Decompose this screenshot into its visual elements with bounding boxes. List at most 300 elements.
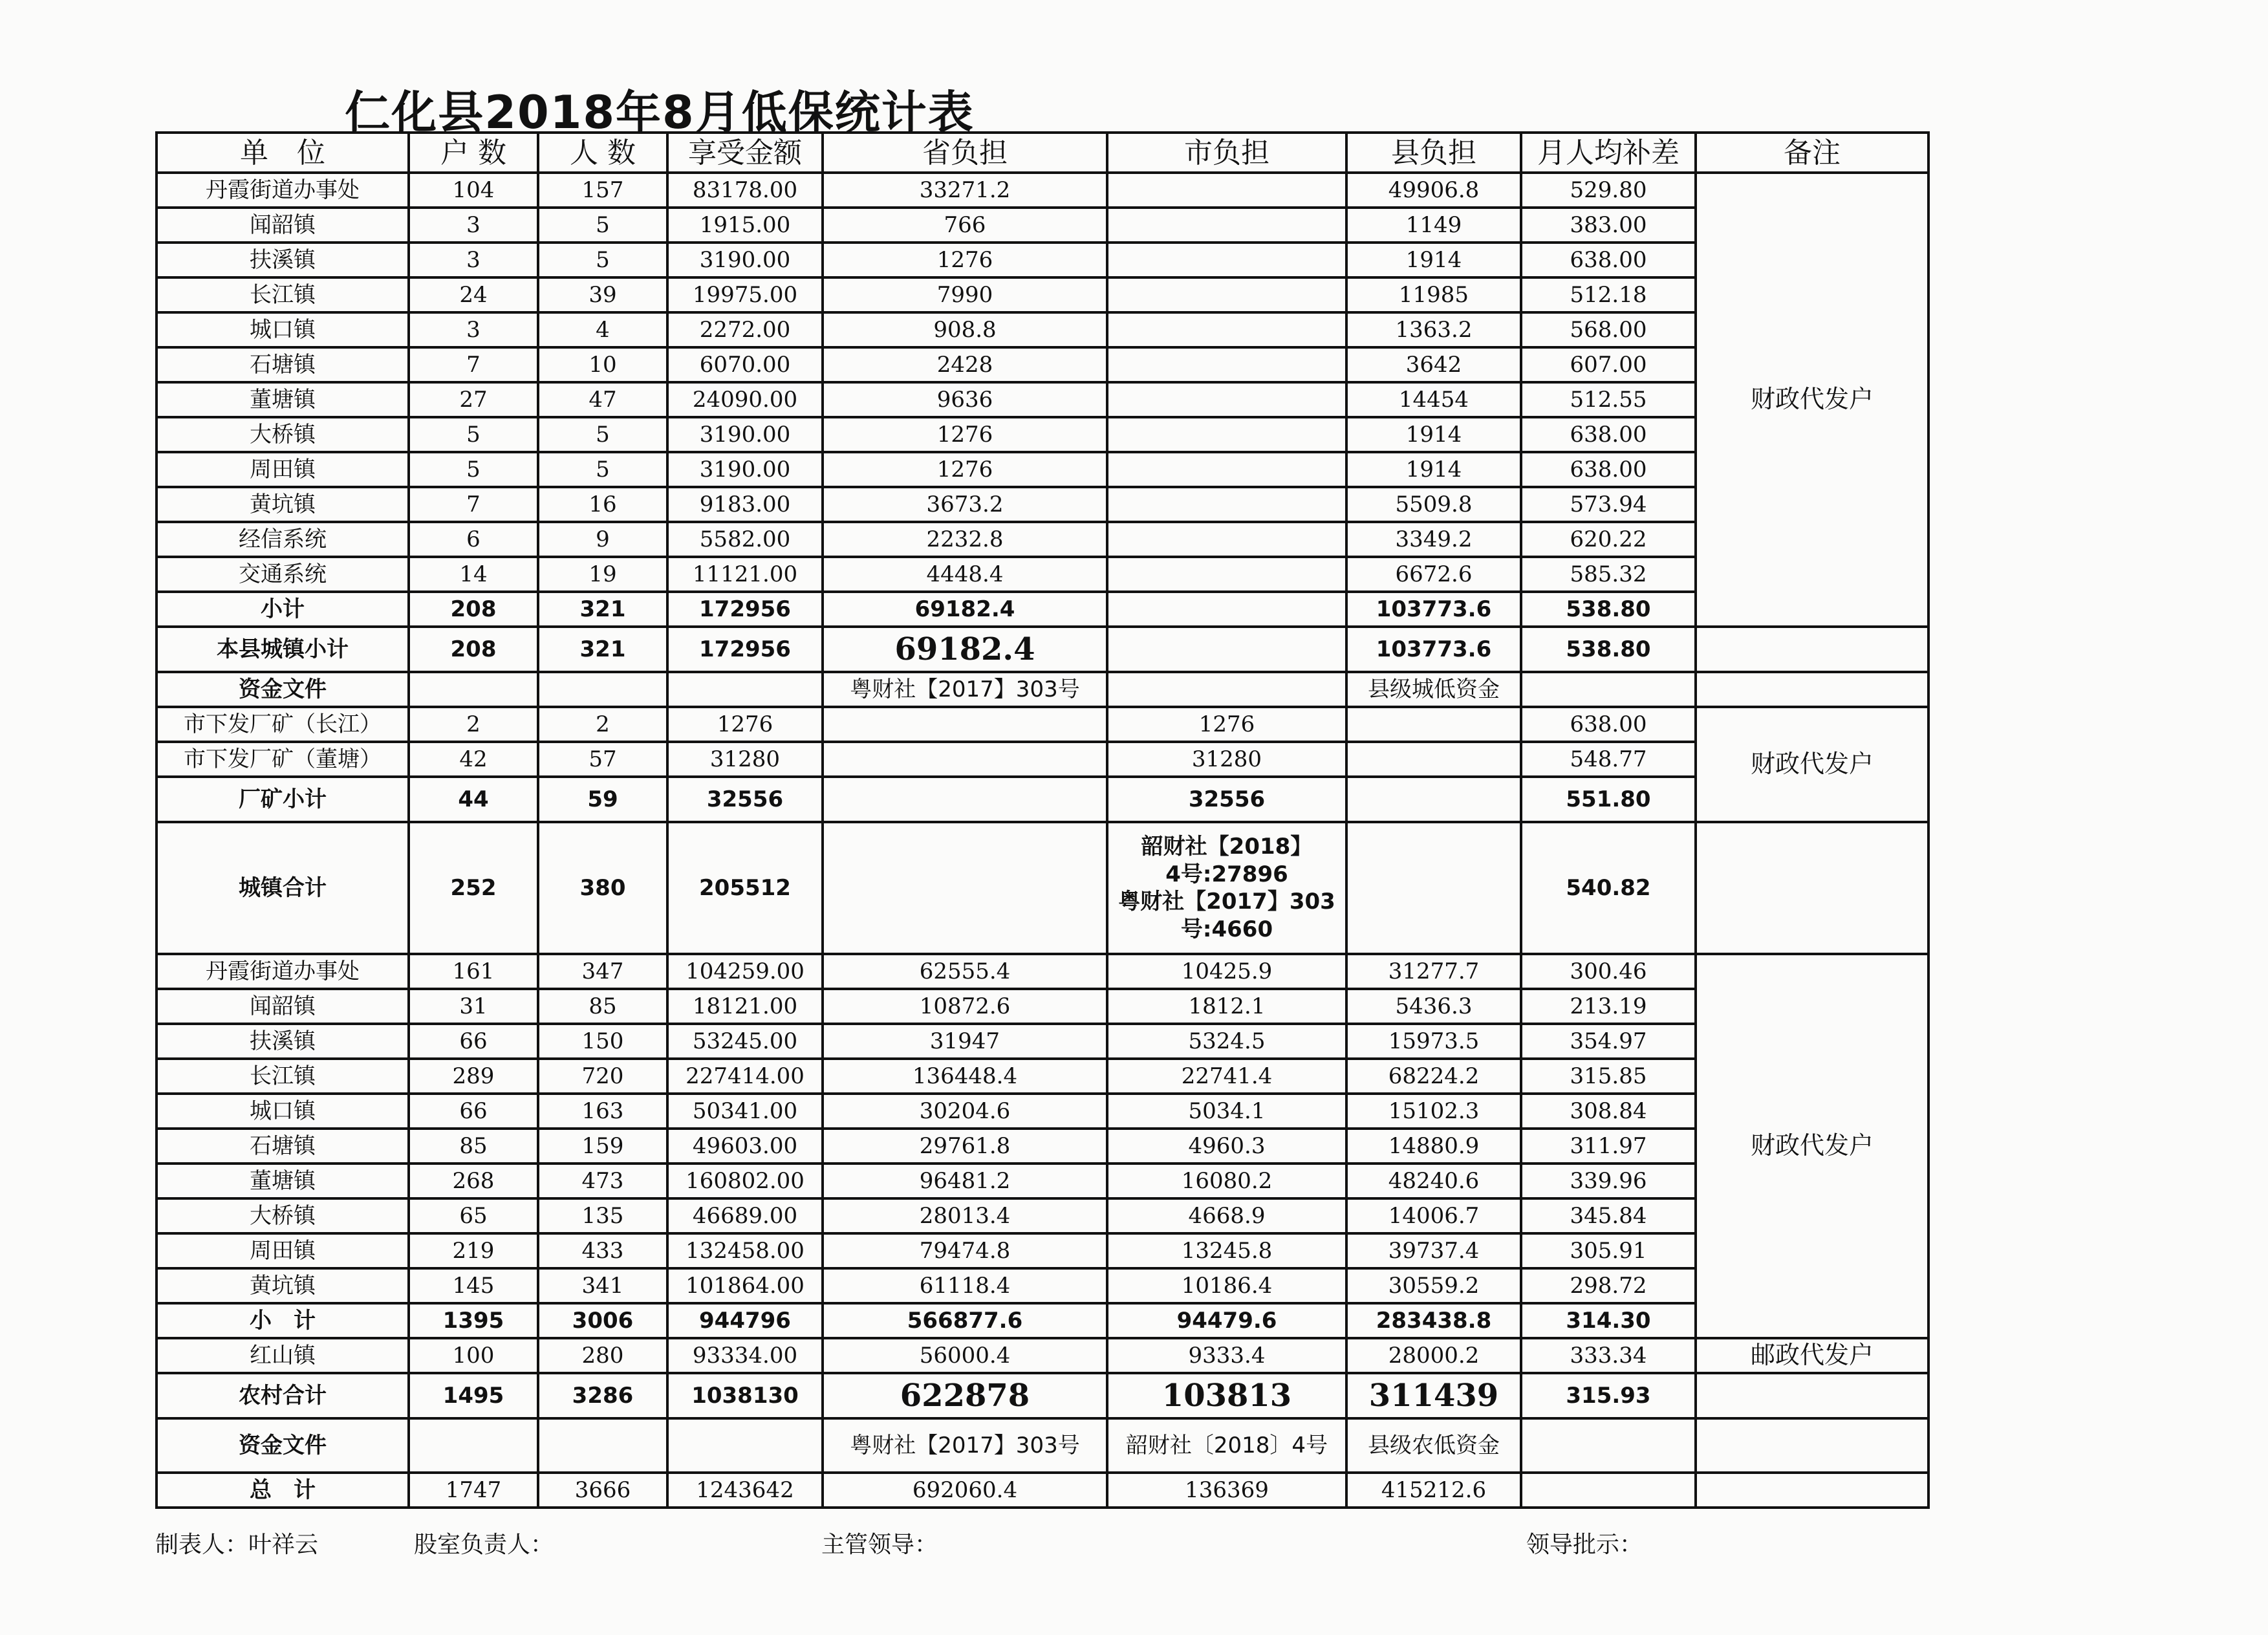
- urban-total-label: 城镇合计: [157, 822, 409, 954]
- cell-amount: 53245.00: [667, 1024, 823, 1059]
- cell-people: 720: [538, 1059, 667, 1094]
- cell-city: 22741.4: [1107, 1059, 1346, 1094]
- table-row: [157, 277, 1928, 312]
- cell-households: 208: [409, 592, 538, 627]
- cell-households: 219: [409, 1233, 538, 1268]
- cell-people: 341: [538, 1268, 667, 1303]
- cell-county: 311439: [1346, 1373, 1521, 1418]
- cell-avg: 345.84: [1521, 1198, 1696, 1233]
- cell-amount: 9183.00: [667, 487, 823, 522]
- cell-empty: [1696, 1418, 1928, 1473]
- header-remark: 备注: [1696, 133, 1928, 173]
- cell-avg: 305.91: [1521, 1233, 1696, 1268]
- cell-amount: 172956: [667, 592, 823, 627]
- cell-avg: 638.00: [1521, 707, 1696, 742]
- cell-city: [1107, 592, 1346, 627]
- cell-households: 1747: [409, 1473, 538, 1508]
- table-row: [157, 1233, 1928, 1268]
- cell-city: 16080.2: [1107, 1164, 1346, 1198]
- cell-province: 96481.2: [823, 1164, 1107, 1198]
- cell-county: 68224.2: [1346, 1059, 1521, 1094]
- urban-total-row: [157, 822, 1928, 954]
- cell-households: 44: [409, 777, 538, 822]
- cell-empty: [667, 672, 823, 707]
- cell-province: 28013.4: [823, 1198, 1107, 1233]
- cell-unit: 交通系统: [157, 557, 409, 592]
- cell-province: 566877.6: [823, 1303, 1107, 1338]
- cell-city: [1107, 312, 1346, 347]
- cell-city: 94479.6: [1107, 1303, 1346, 1338]
- fund-county: 县级农低资金: [1346, 1418, 1521, 1473]
- cell-province: 79474.8: [823, 1233, 1107, 1268]
- cell-city: [1107, 487, 1346, 522]
- cell-province: 766: [823, 208, 1107, 243]
- cell-amount: 3190.00: [667, 417, 823, 452]
- cell-people: 5: [538, 452, 667, 487]
- cell-province: 56000.4: [823, 1338, 1107, 1373]
- cell-city: 4668.9: [1107, 1198, 1346, 1233]
- cell-county: 49906.8: [1346, 173, 1521, 208]
- cell-people: 157: [538, 173, 667, 208]
- cell-people: 3006: [538, 1303, 667, 1338]
- cell-unit: 长江镇: [157, 277, 409, 312]
- cell-empty: [1696, 822, 1928, 954]
- remark-cell: 邮政代发户: [1696, 1338, 1928, 1373]
- cell-unit: 小计: [157, 592, 409, 627]
- cell-province: 2428: [823, 347, 1107, 382]
- cell-city: [1107, 557, 1346, 592]
- cell-amount: 19975.00: [667, 277, 823, 312]
- fund-county: 县级城低资金: [1346, 672, 1521, 707]
- cell-city: 1812.1: [1107, 989, 1346, 1024]
- cell-people: 85: [538, 989, 667, 1024]
- city-fund-line: 粤财社【2017】303: [1118, 889, 1335, 915]
- cell-empty: [1346, 822, 1521, 954]
- town-total-row: [157, 627, 1928, 672]
- cell-city: 32556: [1107, 777, 1346, 822]
- cell-amount: 205512: [667, 822, 823, 954]
- cell-people: 163: [538, 1094, 667, 1129]
- cell-amount: 2272.00: [667, 312, 823, 347]
- cell-people: 3286: [538, 1373, 667, 1418]
- cell-unit: 城口镇: [157, 1094, 409, 1129]
- subtotal-row: [157, 777, 1928, 822]
- cell-city: [1107, 208, 1346, 243]
- cell-county: 14880.9: [1346, 1129, 1521, 1164]
- cell-amount: 5582.00: [667, 522, 823, 557]
- cell-county: 14454: [1346, 382, 1521, 417]
- cell-city: 13245.8: [1107, 1233, 1346, 1268]
- cell-amount: 31280: [667, 742, 823, 777]
- cell-amount: 172956: [667, 627, 823, 672]
- cell-county: 1149: [1346, 208, 1521, 243]
- table-row: [157, 1094, 1928, 1129]
- cell-households: 104: [409, 173, 538, 208]
- cell-empty: [409, 672, 538, 707]
- cell-province: 69182.4: [823, 592, 1107, 627]
- table-row: [157, 1059, 1928, 1094]
- cell-province: [823, 742, 1107, 777]
- cell-people: 57: [538, 742, 667, 777]
- cell-city: [1107, 382, 1346, 417]
- cell-county: 1363.2: [1346, 312, 1521, 347]
- cell-unit: 市下发厂矿（长江）: [157, 707, 409, 742]
- cell-county: 28000.2: [1346, 1338, 1521, 1373]
- cell-county: 15102.3: [1346, 1094, 1521, 1129]
- cell-unit: 红山镇: [157, 1338, 409, 1373]
- cell-province: 61118.4: [823, 1268, 1107, 1303]
- header-amount: 享受金额: [667, 133, 823, 173]
- cell-province: 30204.6: [823, 1094, 1107, 1129]
- footer-section-head: 股室负责人：: [414, 1532, 554, 1558]
- cell-households: 100: [409, 1338, 538, 1373]
- cell-households: 145: [409, 1268, 538, 1303]
- cell-households: 42: [409, 742, 538, 777]
- cell-county: 103773.6: [1346, 592, 1521, 627]
- fund-label: 资金文件: [157, 1418, 409, 1473]
- cell-province: 1276: [823, 243, 1107, 277]
- cell-city: [1107, 522, 1346, 557]
- cell-amount: 104259.00: [667, 954, 823, 989]
- table-row: [157, 557, 1928, 592]
- cell-unit: 城口镇: [157, 312, 409, 347]
- cell-avg: 529.80: [1521, 173, 1696, 208]
- city-fund-line: 韶财社【2018】: [1141, 834, 1313, 860]
- cell-avg: 213.19: [1521, 989, 1696, 1024]
- cell-unit: 经信系统: [157, 522, 409, 557]
- cell-county: 39737.4: [1346, 1233, 1521, 1268]
- cell-amount: 1038130: [667, 1373, 823, 1418]
- table-row: [157, 1024, 1928, 1059]
- subtotal-row: [157, 1303, 1928, 1338]
- cell-county: 11985: [1346, 277, 1521, 312]
- cell-avg: 607.00: [1521, 347, 1696, 382]
- cell-avg: 315.85: [1521, 1059, 1696, 1094]
- cell-households: 6: [409, 522, 538, 557]
- cell-county: 14006.7: [1346, 1198, 1521, 1233]
- header-unit: 单 位: [157, 133, 409, 173]
- cell-avg: 512.18: [1521, 277, 1696, 312]
- cell-unit: 大桥镇: [157, 1198, 409, 1233]
- cell-amount: 1243642: [667, 1473, 823, 1508]
- header-people: 人 数: [538, 133, 667, 173]
- cell-unit: 厂矿小计: [157, 777, 409, 822]
- city-fund-line: 4号:27896: [1165, 861, 1288, 887]
- cell-amount: 46689.00: [667, 1198, 823, 1233]
- cell-empty: [538, 672, 667, 707]
- cell-avg: 512.55: [1521, 382, 1696, 417]
- cell-people: 9: [538, 522, 667, 557]
- cell-county: 103773.6: [1346, 627, 1521, 672]
- cell-province: 10872.6: [823, 989, 1107, 1024]
- cell-avg: 339.96: [1521, 1164, 1696, 1198]
- cell-households: 14: [409, 557, 538, 592]
- cell-households: 5: [409, 417, 538, 452]
- cell-unit: 周田镇: [157, 1233, 409, 1268]
- cell-amount: 6070.00: [667, 347, 823, 382]
- cell-county: 283438.8: [1346, 1303, 1521, 1338]
- table-row: [157, 487, 1928, 522]
- cell-unit: 本县城镇小计: [157, 627, 409, 672]
- fund-label: 资金文件: [157, 672, 409, 707]
- header-households: 户 数: [409, 133, 538, 173]
- cell-avg: 548.77: [1521, 742, 1696, 777]
- cell-people: 135: [538, 1198, 667, 1233]
- cell-amount: 32556: [667, 777, 823, 822]
- cell-province: [823, 777, 1107, 822]
- remark-cell: [1696, 627, 1928, 672]
- cell-people: 5: [538, 208, 667, 243]
- cell-avg: 354.97: [1521, 1024, 1696, 1059]
- fund-row: [157, 1418, 1928, 1473]
- cell-unit: 丹霞街道办事处: [157, 954, 409, 989]
- cell-unit: 农村合计: [157, 1373, 409, 1418]
- cell-empty: [538, 1418, 667, 1473]
- cell-amount: 1915.00: [667, 208, 823, 243]
- cell-avg: [1521, 1473, 1696, 1508]
- cell-unit: 总 计: [157, 1473, 409, 1508]
- cell-county: 1914: [1346, 452, 1521, 487]
- cell-unit: 闻韶镇: [157, 989, 409, 1024]
- cell-unit: 周田镇: [157, 452, 409, 487]
- cell-province: 908.8: [823, 312, 1107, 347]
- table-row: [157, 208, 1928, 243]
- cell-county: 1914: [1346, 243, 1521, 277]
- cell-city: [1107, 452, 1346, 487]
- cell-county: 15973.5: [1346, 1024, 1521, 1059]
- remark-cell: 财政代发户: [1696, 707, 1928, 822]
- cell-households: 31: [409, 989, 538, 1024]
- cell-city: 10425.9: [1107, 954, 1346, 989]
- cell-households: 66: [409, 1024, 538, 1059]
- cell-households: 1395: [409, 1303, 538, 1338]
- cell-empty: [823, 822, 1107, 954]
- cell-people: 473: [538, 1164, 667, 1198]
- remark-cell: [1696, 1373, 1928, 1418]
- cell-province: 7990: [823, 277, 1107, 312]
- cell-avg: 308.84: [1521, 1094, 1696, 1129]
- cell-people: 433: [538, 1233, 667, 1268]
- cell-county: 6672.6: [1346, 557, 1521, 592]
- cell-people: 19: [538, 557, 667, 592]
- cell-households: 85: [409, 1129, 538, 1164]
- cell-province: 622878: [823, 1373, 1107, 1418]
- cell-unit: 扶溪镇: [157, 1024, 409, 1059]
- cell-province: 1276: [823, 417, 1107, 452]
- cell-avg: 300.46: [1521, 954, 1696, 989]
- cell-amount: 18121.00: [667, 989, 823, 1024]
- cell-county: 30559.2: [1346, 1268, 1521, 1303]
- table-row: [157, 707, 1928, 742]
- cell-city: 136369: [1107, 1473, 1346, 1508]
- cell-amount: 3190.00: [667, 452, 823, 487]
- cell-people: 321: [538, 592, 667, 627]
- city-fund-line: 号:4660: [1180, 916, 1273, 942]
- cell-households: 5: [409, 452, 538, 487]
- table-row: [157, 417, 1928, 452]
- cell-city: 4960.3: [1107, 1129, 1346, 1164]
- cell-avg: 538.80: [1521, 627, 1696, 672]
- cell-avg: 311.97: [1521, 1129, 1696, 1164]
- cell-county: [1346, 777, 1521, 822]
- cell-county: 31277.7: [1346, 954, 1521, 989]
- cell-households: 161: [409, 954, 538, 989]
- cell-amount: 160802.00: [667, 1164, 823, 1198]
- cell-households: 252: [409, 822, 538, 954]
- cell-avg: 551.80: [1521, 777, 1696, 822]
- cell-empty: [409, 1418, 538, 1473]
- header-county: 县负担: [1346, 133, 1521, 173]
- cell-avg: 620.22: [1521, 522, 1696, 557]
- cell-avg: 540.82: [1521, 822, 1696, 954]
- cell-people: 5: [538, 243, 667, 277]
- cell-province: 29761.8: [823, 1129, 1107, 1164]
- cell-amount: 50341.00: [667, 1094, 823, 1129]
- cell-people: 39: [538, 277, 667, 312]
- cell-people: 150: [538, 1024, 667, 1059]
- cell-avg: 333.34: [1521, 1338, 1696, 1373]
- cell-unit: 大桥镇: [157, 417, 409, 452]
- cell-households: 27: [409, 382, 538, 417]
- table-row: [157, 382, 1928, 417]
- cell-amount: 132458.00: [667, 1233, 823, 1268]
- cell-households: 66: [409, 1094, 538, 1129]
- remark-cell: 财政代发户: [1696, 173, 1928, 627]
- cell-empty: [1107, 672, 1346, 707]
- cell-empty: [1521, 672, 1696, 707]
- cell-city: 31280: [1107, 742, 1346, 777]
- cell-province: 3673.2: [823, 487, 1107, 522]
- cell-people: 380: [538, 822, 667, 954]
- cell-city: [1107, 173, 1346, 208]
- cell-people: 2: [538, 707, 667, 742]
- cell-amount: 11121.00: [667, 557, 823, 592]
- cell-people: 10: [538, 347, 667, 382]
- cell-city: [1107, 277, 1346, 312]
- table-row: [157, 173, 1928, 208]
- cell-city: 1276: [1107, 707, 1346, 742]
- cell-province: 33271.2: [823, 173, 1107, 208]
- cell-unit: 董塘镇: [157, 1164, 409, 1198]
- cell-amount: 83178.00: [667, 173, 823, 208]
- fund-row: [157, 672, 1928, 707]
- fund-city: 韶财社〔2018〕4号: [1107, 1418, 1346, 1473]
- cell-county: 5436.3: [1346, 989, 1521, 1024]
- cell-province: [823, 707, 1107, 742]
- cell-county: 3642: [1346, 347, 1521, 382]
- cell-province: 1276: [823, 452, 1107, 487]
- cell-empty: [1696, 672, 1928, 707]
- cell-unit: 闻韶镇: [157, 208, 409, 243]
- cell-city: [1107, 822, 1346, 954]
- cell-unit: 丹霞街道办事处: [157, 173, 409, 208]
- table-row: [157, 954, 1928, 989]
- cell-unit: 石塘镇: [157, 347, 409, 382]
- statistics-table: [155, 131, 1930, 1509]
- cell-city: [1107, 347, 1346, 382]
- cell-avg: 383.00: [1521, 208, 1696, 243]
- cell-province: 136448.4: [823, 1059, 1107, 1094]
- footer-approval: 领导批示：: [1526, 1532, 1643, 1558]
- cell-province: 2232.8: [823, 522, 1107, 557]
- cell-households: 7: [409, 347, 538, 382]
- cell-households: 208: [409, 627, 538, 672]
- cell-empty: [1696, 1473, 1928, 1508]
- cell-unit: 扶溪镇: [157, 243, 409, 277]
- cell-households: 3: [409, 312, 538, 347]
- cell-empty: [1521, 1418, 1696, 1473]
- table-row: [157, 1198, 1928, 1233]
- cell-amount: 93334.00: [667, 1338, 823, 1373]
- cell-households: 1495: [409, 1373, 538, 1418]
- cell-unit: 石塘镇: [157, 1129, 409, 1164]
- cell-unit: 董塘镇: [157, 382, 409, 417]
- cell-unit: 黄坑镇: [157, 487, 409, 522]
- cell-city: 10186.4: [1107, 1268, 1346, 1303]
- cell-avg: 573.94: [1521, 487, 1696, 522]
- cell-amount: 944796: [667, 1303, 823, 1338]
- cell-households: 3: [409, 243, 538, 277]
- cell-avg: 585.32: [1521, 557, 1696, 592]
- cell-avg: 638.00: [1521, 452, 1696, 487]
- cell-households: 2: [409, 707, 538, 742]
- page-title: 仁化县2018年8月低保统计表: [345, 86, 975, 139]
- cell-people: 321: [538, 627, 667, 672]
- fund-province: 粤财社【2017】303号: [823, 672, 1107, 707]
- table-body: [157, 133, 1928, 1508]
- cell-county: 5509.8: [1346, 487, 1521, 522]
- cell-province: 69182.4: [823, 627, 1107, 672]
- cell-avg: 638.00: [1521, 417, 1696, 452]
- header-city: 市负担: [1107, 133, 1346, 173]
- cell-county: 48240.6: [1346, 1164, 1521, 1198]
- cell-province: 31947: [823, 1024, 1107, 1059]
- cell-people: 4: [538, 312, 667, 347]
- cell-unit: 小 计: [157, 1303, 409, 1338]
- table-row: [157, 742, 1928, 777]
- cell-province: 692060.4: [823, 1473, 1107, 1508]
- table-row: [157, 1268, 1928, 1303]
- cell-city: [1107, 627, 1346, 672]
- cell-unit: 黄坑镇: [157, 1268, 409, 1303]
- footer-preparer: 制表人：叶祥云: [155, 1532, 319, 1558]
- cell-city: [1107, 417, 1346, 452]
- cell-people: 5: [538, 417, 667, 452]
- cell-avg: 638.00: [1521, 243, 1696, 277]
- table-row: [157, 522, 1928, 557]
- cell-amount: 227414.00: [667, 1059, 823, 1094]
- table-row: [157, 452, 1928, 487]
- cell-people: 47: [538, 382, 667, 417]
- cell-avg: 315.93: [1521, 1373, 1696, 1418]
- cell-county: 3349.2: [1346, 522, 1521, 557]
- cell-people: 59: [538, 777, 667, 822]
- cell-people: 16: [538, 487, 667, 522]
- cell-amount: 24090.00: [667, 382, 823, 417]
- subtotal-row: [157, 592, 1928, 627]
- cell-avg: 298.72: [1521, 1268, 1696, 1303]
- table-row: [157, 1338, 1928, 1373]
- cell-avg: 314.30: [1521, 1303, 1696, 1338]
- cell-county: [1346, 707, 1521, 742]
- table-row: [157, 347, 1928, 382]
- cell-city: [1107, 243, 1346, 277]
- table-row: [157, 989, 1928, 1024]
- cell-households: 7: [409, 487, 538, 522]
- remark-cell: 财政代发户: [1696, 954, 1928, 1338]
- fund-province: 粤财社【2017】303号: [823, 1418, 1107, 1473]
- cell-people: 280: [538, 1338, 667, 1373]
